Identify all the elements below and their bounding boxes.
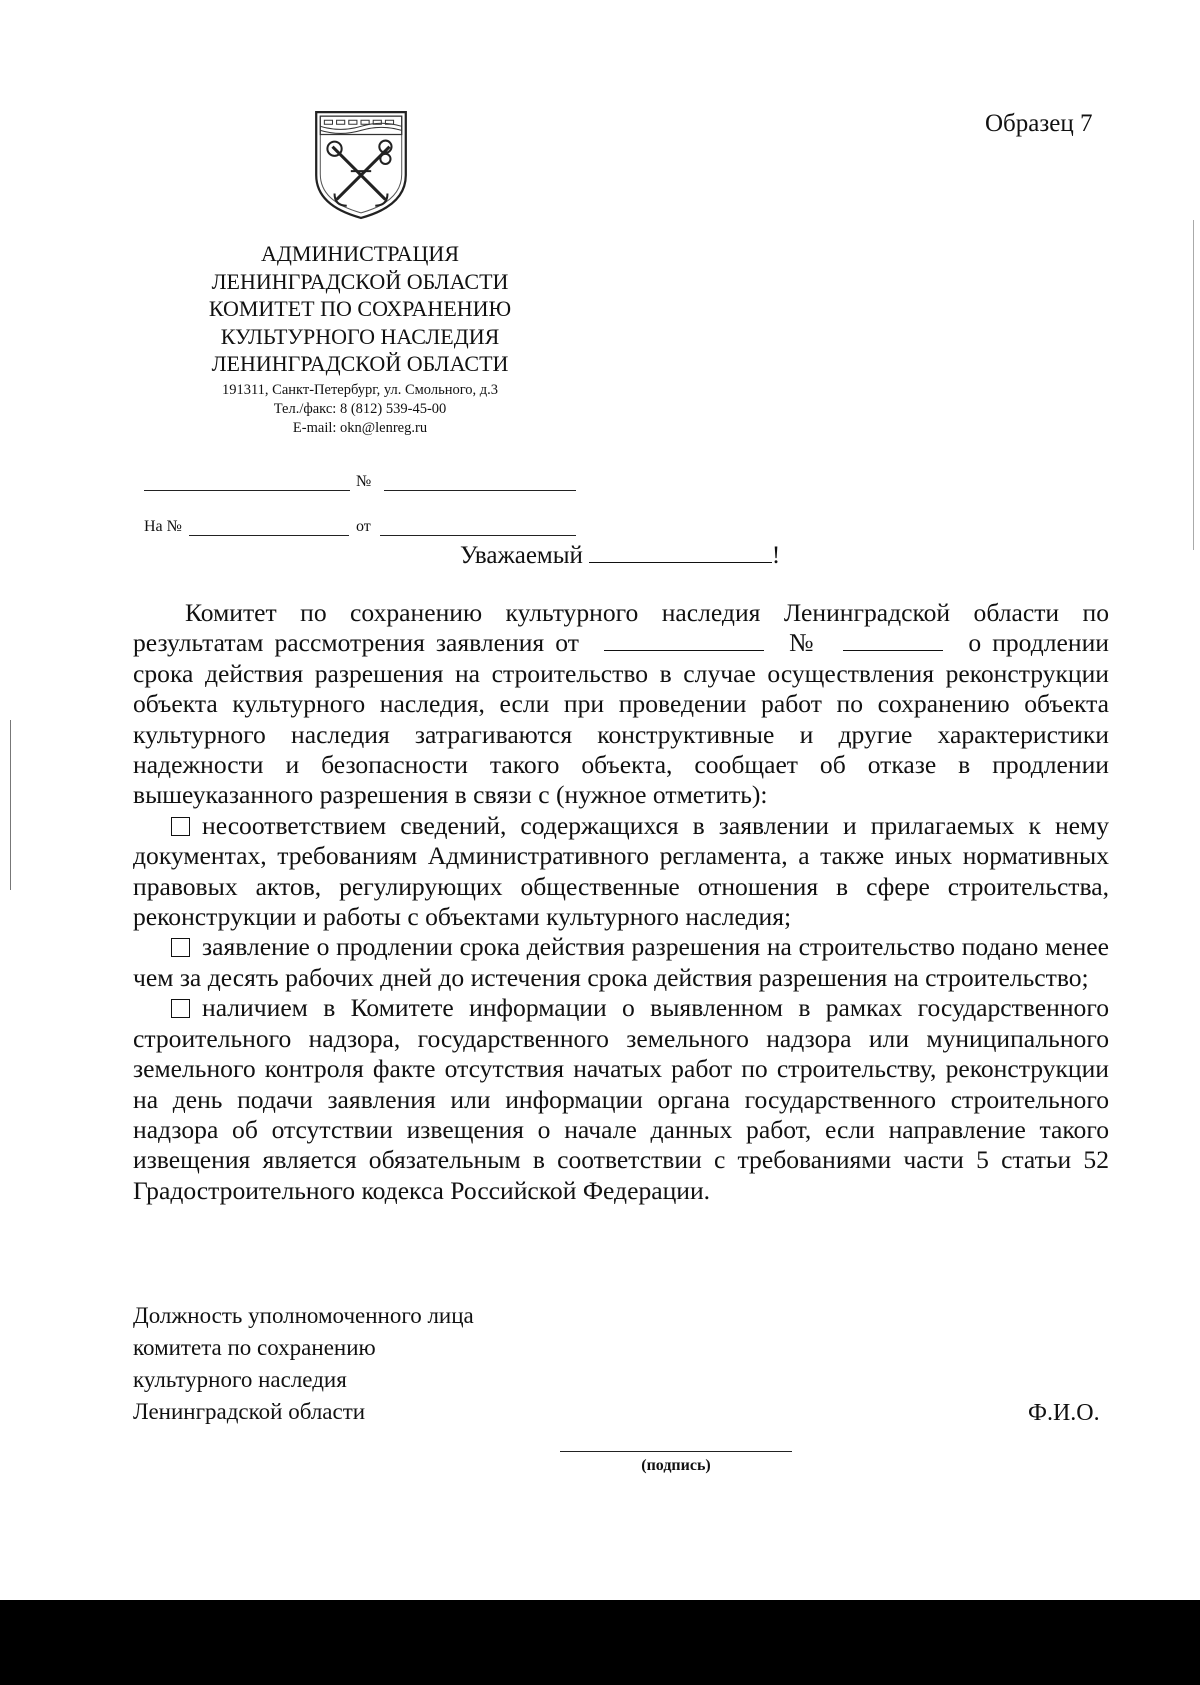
intro-paragraph [133, 598, 1109, 811]
reason-checkbox[interactable] [171, 938, 190, 957]
sender-phone: Тел./факс: 8 (812) 539-45-00 [273, 400, 447, 417]
signatory-position [133, 1300, 633, 1428]
date-blank [144, 490, 350, 491]
sender-email: E-mail: okn@lenreg.ru [292, 419, 428, 436]
reason-text: несоответствием сведений, содержащихся в заявлении и прилагаемых к нему документах, требованиям Административного регламента, а также иных нормативных правовых актов, регулирующих общественные отношения в сфере строительства, реконструкции и работы с объектами культурного наследия; [133, 810, 1109, 932]
intro-part2: о продлении срока действия разрешения на строительство в случае осуществления реконструкции объекта культурного наследия, если при проведении работ по сохранению объекта культурного наследия затрагиваются конструктивные и другие характеристики надежности и безопасности такого объекта, сообщает об отказе в продлении вышеуказанного разрешения в связи с (нужное отметить): [133, 628, 1109, 810]
reason-checkbox[interactable] [171, 999, 190, 1018]
number-sign: № [356, 473, 372, 490]
header-line: КОМИТЕТ ПО СОХРАНЕНИЮ [208, 296, 512, 321]
greeting [460, 540, 780, 570]
reply-date-blank [380, 535, 576, 536]
reply-number-row [144, 515, 576, 539]
reason-option [133, 811, 1109, 933]
from-word: от [356, 518, 371, 535]
outgoing-number-row [144, 470, 576, 494]
position-line: комитета по сохранению [133, 1335, 376, 1360]
reply-number-blank [189, 535, 349, 536]
header-line: КУЛЬТУРНОГО НАСЛЕДИЯ [220, 323, 500, 349]
sample-label: Образец 7 [985, 110, 1093, 137]
sender-address: 191311, Санкт-Петербург, ул. Смольного, д.3 [221, 381, 499, 398]
scan-edge-mark [1193, 220, 1194, 550]
intro-number-sign: № [789, 628, 819, 658]
signature-line [560, 1451, 792, 1452]
reason-checkbox[interactable] [171, 817, 190, 836]
position-line: культурного наследия [133, 1367, 347, 1392]
scan-edge-mark [10, 720, 11, 890]
reason-text: наличием в Комитете информации о выявленном в рамках государственного строительного надзора, государственного земельного надзора или муниципального земельного контроля факте отсутствия начатых работ по строительству, реконструкции на день подачи заявления или информации органа государственного строительного надзора об отсутствии извещения о начале данных работ, если направление такого извещения является обязательным в соответствии с требованиями части 5 статьи 52 Градостроительного кодекса Российской Федерации. [133, 993, 1109, 1205]
reason-option [133, 932, 1109, 993]
header-line: АДМИНИСТРАЦИЯ [261, 241, 459, 266]
sender-header [190, 240, 530, 438]
number-blank [384, 490, 576, 491]
header-line: ЛЕНИНГРАДСКОЙ ОБЛАСТИ [211, 268, 509, 294]
letter-body [133, 598, 1109, 1206]
signature-caption: (подпись) [641, 1457, 711, 1474]
greeting-end: ! [771, 542, 781, 569]
coat-of-arms-icon [310, 108, 412, 222]
reason-option [133, 993, 1109, 1206]
intro-part1: Комитет по сохранению культурного наследия Ленинградской области по результатам рассмотрения заявления от [133, 598, 1109, 658]
addressee-blank [589, 540, 772, 563]
position-line: Должность уполномоченного лица [133, 1303, 474, 1328]
application-number-blank [843, 630, 943, 651]
position-line: Ленинградской области [133, 1399, 366, 1424]
reason-text: заявление о продлении срока действия разрешения на строительство подано менее чем за десять рабочих дней до истечения срока действия разрешения на строительство; [133, 932, 1109, 992]
reply-prefix: На № [144, 518, 182, 535]
application-date-blank [604, 630, 764, 651]
greeting-word: Уважаемый [460, 542, 583, 569]
signatory-name: Ф.И.О. [1028, 1400, 1100, 1426]
scan-bottom-band [0, 1600, 1200, 1685]
header-line: ЛЕНИНГРАДСКОЙ ОБЛАСТИ [211, 351, 509, 376]
